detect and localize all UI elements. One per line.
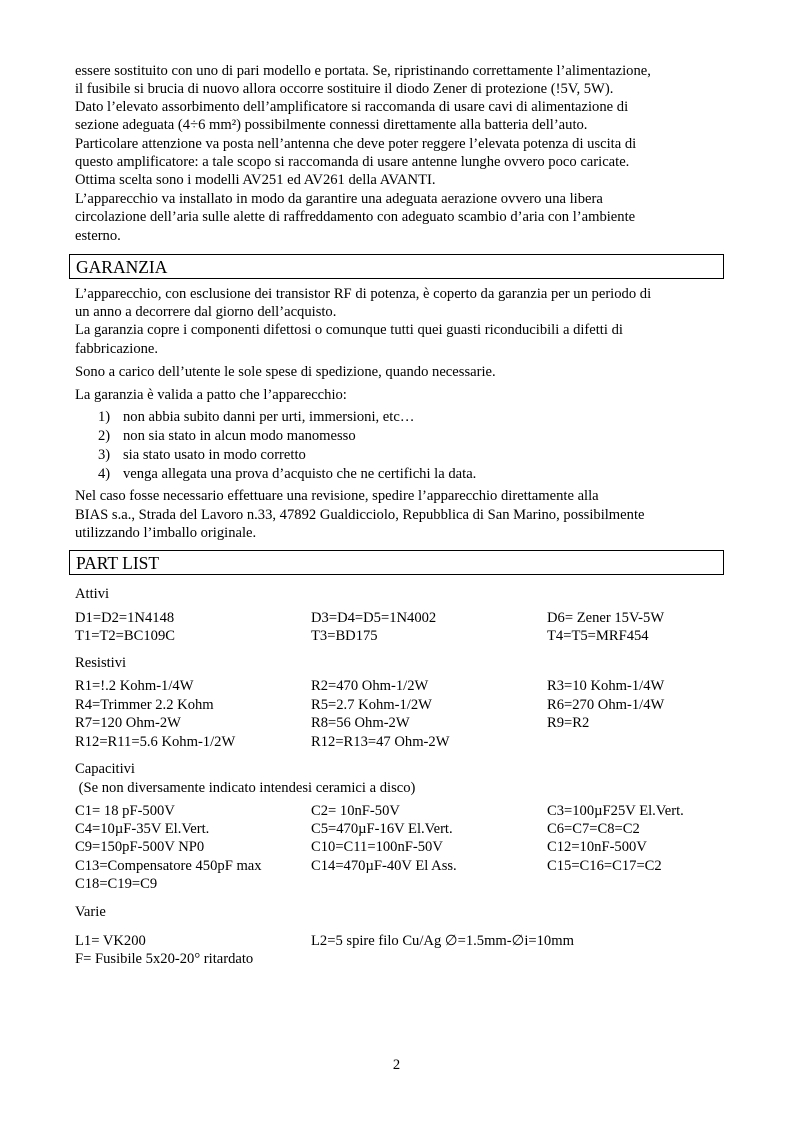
intro-line: sezione adeguata (4÷6 mm²) possibilmente connessi direttamente alla batteria dell’auto. (75, 117, 588, 133)
intro-line: il fusibile si brucia di nuovo allora occorre sostituire il diodo Zener di protezione (!5V, 5W). (75, 81, 614, 97)
part-entry: R6=270 Ohm-1/4W (547, 697, 665, 713)
part-entry: D1=D2=1N4148 (75, 610, 175, 626)
category-title-varie: Varie (75, 904, 106, 920)
part-entry: R5=2.7 Kohm-1/2W (311, 697, 432, 713)
intro-line: Ottima scelta sono i modelli AV251 ed AV261 della AVANTI. (75, 172, 436, 188)
part-entry: R12=R11=5.6 Kohm-1/2W (75, 734, 236, 750)
section-heading-partlist: PART LIST (69, 550, 724, 575)
section-heading-garanzia: GARANZIA (69, 254, 724, 279)
part-entry: C2= 10nF-50V (311, 803, 400, 819)
page-number: 2 (392, 1057, 401, 1073)
category-title-resistivi: Resistivi (75, 655, 127, 671)
part-entry: D3=D4=D5=1N4002 (311, 610, 437, 626)
part-entry: L1= VK200 (75, 933, 146, 949)
intro-line: Dato l’elevato assorbimento dell’amplificatore si raccomanda di usare cavi di alimentazione di (75, 99, 629, 115)
part-entry: T4=T5=MRF454 (547, 628, 649, 644)
part-entry: D6= Zener 15V-5W (547, 610, 665, 626)
garanzia-line: L’apparecchio, con esclusione dei transistor RF di potenza, è coperto da garanzia per un periodo di (75, 286, 652, 302)
part-entry: R8=56 Ohm-2W (311, 715, 410, 731)
part-entry: T1=T2=BC109C (75, 628, 175, 644)
part-entry: C13=Compensatore 450pF max (75, 858, 262, 874)
garanzia-line: un anno a decorrere dal giorno dell’acquisto. (75, 304, 337, 320)
part-entry: C10=C11=100nF-50V (311, 839, 443, 855)
list-item: non abbia subito danni per urti, immersioni, etc… (123, 409, 415, 425)
part-entry: F= Fusibile 5x20-20° ritardato (75, 951, 254, 967)
garanzia-line: fabbricazione. (75, 341, 159, 357)
part-entry: R7=120 Ohm-2W (75, 715, 181, 731)
list-item-number: 1) (98, 409, 111, 425)
part-entry: C3=100µF25V El.Vert. (547, 803, 684, 819)
category-note: (Se non diversamente indicato intendesi ceramici a disco) (75, 780, 416, 796)
part-entry: C6=C7=C8=C2 (547, 821, 640, 837)
list-item: non sia stato in alcun modo manomesso (123, 428, 356, 444)
part-entry: R3=10 Kohm-1/4W (547, 678, 665, 694)
part-entry: R9=R2 (547, 715, 590, 731)
intro-line: L’apparecchio va installato in modo da garantire una adeguata aerazione ovvero una libera (75, 191, 603, 207)
part-entry: R2=470 Ohm-1/2W (311, 678, 429, 694)
part-entry: C5=470µF-16V El.Vert. (311, 821, 453, 837)
intro-line: Particolare attenzione va posta nell’antenna che deve poter reggere l’elevata potenza di uscita di (75, 136, 637, 152)
intro-line: essere sostituito con uno di pari modello e portata. Se, ripristinando correttamente l’alimentazione, (75, 63, 651, 79)
garanzia-line: La garanzia copre i componenti difettosi o comunque tutti quei guasti riconducibili a difetti di (75, 322, 623, 338)
intro-line: esterno. (75, 228, 121, 244)
garanzia-line: BIAS s.a., Strada del Lavoro n.33, 47892 Gualdicciolo, Repubblica di San Marino, possibilmente (75, 507, 645, 523)
part-entry: C14=470µF-40V El Ass. (311, 858, 457, 874)
part-entry: R12=R13=47 Ohm-2W (311, 734, 450, 750)
intro-line: questo amplificatore: a tale scopo si raccomanda di usare antenne lunghe ovvero poco caricate. (75, 154, 630, 170)
part-entry: C18=C19=C9 (75, 876, 158, 892)
part-entry: C9=150pF-500V NP0 (75, 839, 205, 855)
list-item: sia stato usato in modo corretto (123, 447, 306, 463)
garanzia-line: Nel caso fosse necessario effettuare una revisione, spedire l’apparecchio direttamente alla (75, 488, 599, 504)
list-item-number: 4) (98, 466, 111, 482)
part-entry: C1= 18 pF-500V (75, 803, 175, 819)
part-entry: R1=!.2 Kohm-1/4W (75, 678, 194, 694)
part-entry: C4=10µF-35V El.Vert. (75, 821, 210, 837)
list-item-number: 2) (98, 428, 111, 444)
list-item-number: 3) (98, 447, 111, 463)
part-entry: L2=5 spire filo Cu/Ag ∅=1.5mm-∅i=10mm (311, 933, 574, 949)
part-entry: C12=10nF-500V (547, 839, 647, 855)
part-entry: T3=BD175 (311, 628, 378, 644)
part-entry: R4=Trimmer 2.2 Kohm (75, 697, 214, 713)
part-entry: C15=C16=C17=C2 (547, 858, 662, 874)
garanzia-line: utilizzando l’imballo originale. (75, 525, 257, 541)
list-item: venga allegata una prova d’acquisto che ne certifichi la data. (123, 466, 477, 482)
garanzia-line: Sono a carico dell’utente le sole spese di spedizione, quando necessarie. (75, 364, 496, 380)
garanzia-line: La garanzia è valida a patto che l’apparecchio: (75, 387, 347, 403)
category-title-attivi: Attivi (75, 586, 110, 602)
intro-line: circolazione dell’aria sulle alette di raffreddamento con adeguato scambio d’aria con l’ambiente (75, 209, 636, 225)
category-title-capacitivi: Capacitivi (75, 761, 135, 777)
